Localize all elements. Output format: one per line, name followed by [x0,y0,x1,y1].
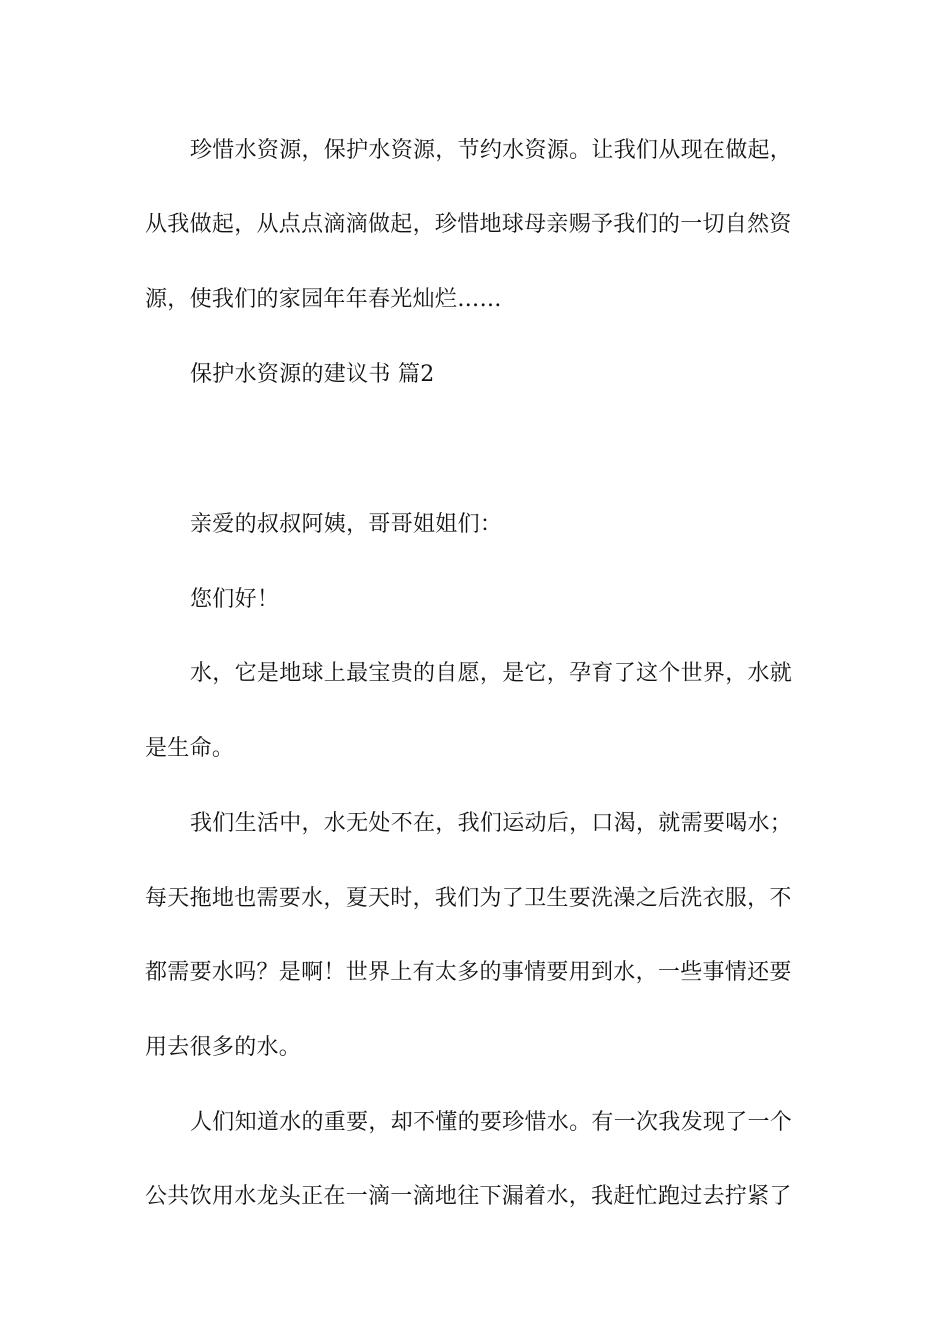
paragraph-line: 人们知道水的重要，却不懂的要珍惜水。有一次我发现了一个 [190,1110,793,1135]
paragraph-line: 公共饮用水龙头正在一滴一滴地往下漏着水，我赶忙跑过去拧紧了 [145,1184,792,1209]
paragraph-line: 都需要水吗？是啊！世界上有太多的事情要用到水，一些事情还要 [145,960,792,985]
section-heading: 保护水资源的建议书 篇2 [190,362,435,387]
paragraph-line: 我们生活中，水无处不在，我们运动后，口渴，就需要喝水； [190,811,793,836]
paragraph-line: 从我做起，从点点滴滴做起，珍惜地球母亲赐予我们的一切自然资 [145,212,792,237]
paragraph-line: 珍惜水资源，保护水资源，节约水资源。让我们从现在做起， [190,138,793,163]
paragraph-line: 源，使我们的家园年年春光灿烂…… [145,287,502,312]
paragraph-line: 用去很多的水。 [145,1035,302,1060]
greeting-line: 您们好！ [190,587,280,612]
paragraph-line: 是生命。 [145,736,235,761]
paragraph-line: 水，它是地球上最宝贵的自愿，是它，孕育了这个世界，水就 [190,661,793,686]
paragraph-line: 每天拖地也需要水，夏天时，我们为了卫生要洗澡之后洗衣服，不 [145,886,792,911]
salutation-line: 亲爱的叔叔阿姨，哥哥姐姐们： [190,512,503,537]
